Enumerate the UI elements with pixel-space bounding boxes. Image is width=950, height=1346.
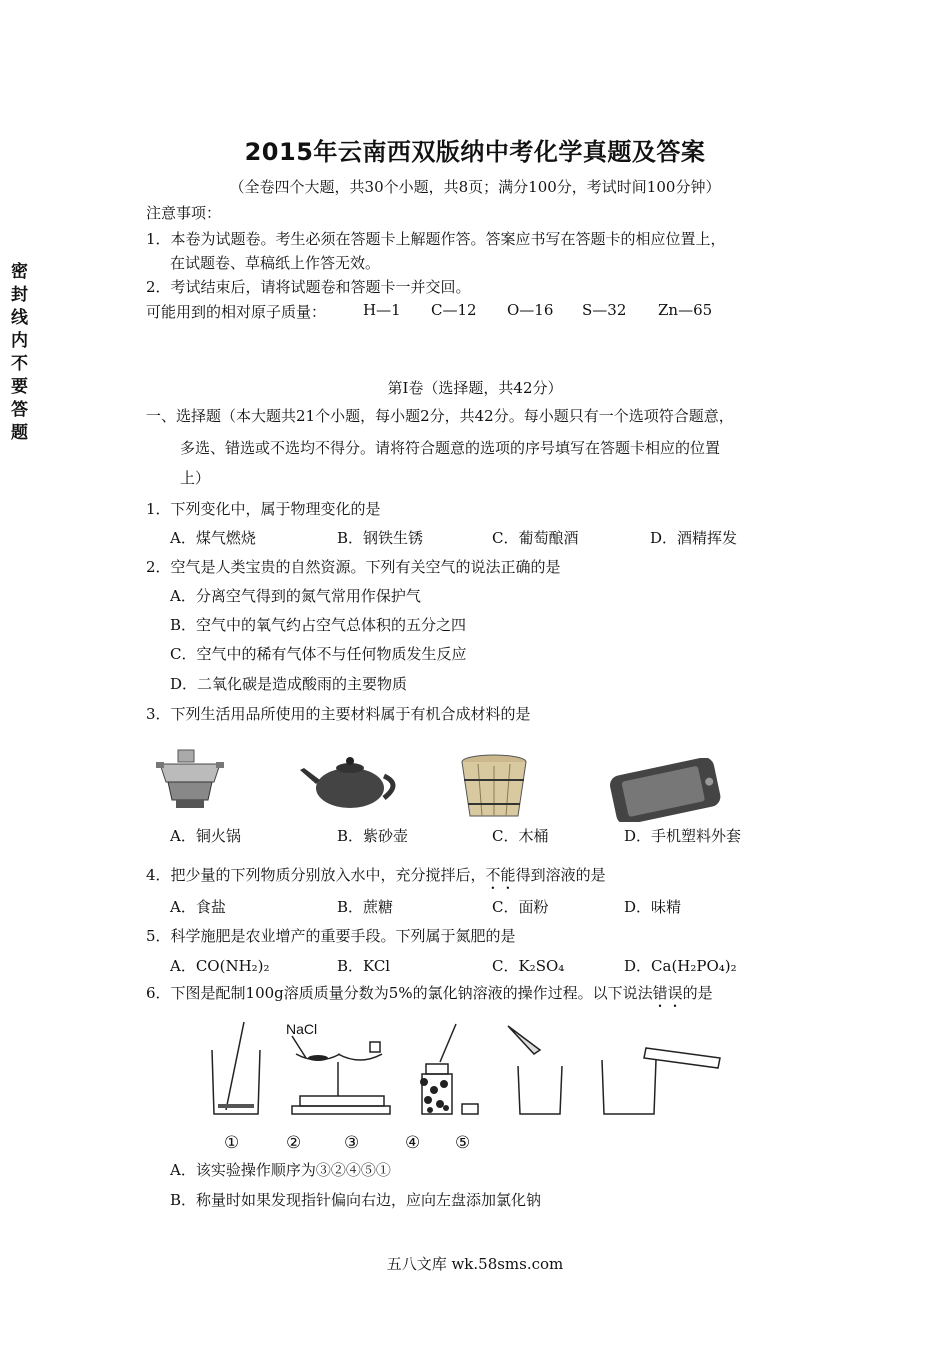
- page-footer: 五八文库 wk.58sms.com: [386, 1255, 564, 1273]
- section-1-intro: 一、选择题（本大题共21个小题，每小题2分，共42分。每小题只有一个选项符合题意，: [146, 407, 734, 425]
- notice-item-1-cont: 在试题卷、草稿纸上作答无效。: [170, 254, 381, 272]
- page-title: 2015年云南西双版纳中考化学真题及答案: [244, 138, 706, 166]
- exam-subtitle: （全卷四个大题，共30个小题，共8页；满分100分，考试时间100分钟）: [229, 178, 721, 196]
- section-1-title: 第Ⅰ卷（选择题，共42分）: [387, 379, 563, 397]
- wooden-bucket-image: [458, 754, 530, 820]
- question-3-stem: 3．下列生活用品所使用的主要材料属于有机合成材料的是: [146, 705, 531, 723]
- beaker-2: [518, 1066, 562, 1114]
- section-1-intro-end: 上）: [180, 469, 211, 487]
- atomic-mass-s: S—32: [582, 301, 627, 319]
- q1-option-c: C．葡萄酿酒: [492, 529, 579, 547]
- question-2-stem: 2．空气是人类宝贵的自然资源。下列有关空气的说法正确的是: [146, 558, 561, 576]
- q6-stem-pre: 6．下图是配制100g溶质质量分数为5%的氯化钠溶液的操作过程。以下说法: [146, 984, 653, 1002]
- q6-stem-emphasis: 错误: [652, 984, 683, 1002]
- notice-heading: 注意事项：: [146, 204, 222, 222]
- atomic-mass-o: O—16: [507, 301, 554, 319]
- question-1-stem: 1．下列变化中，属于物理变化的是: [146, 500, 381, 518]
- question-5-stem: 5．科学施肥是农业增产的重要手段。下列属于氮肥的是: [146, 927, 516, 945]
- q3-option-c: C．木桶: [492, 827, 549, 845]
- step-1-label: ①: [224, 1133, 240, 1153]
- q4-stem-emphasis: 不能: [485, 866, 516, 884]
- q2-option-c: C．空气中的稀有气体不与任何物质发生反应: [170, 645, 467, 663]
- step-3-label: ③: [344, 1133, 360, 1153]
- q3-option-d: D．手机塑料外套: [624, 827, 742, 845]
- q4-option-b: B．蔗糖: [337, 898, 394, 916]
- q4-option-d: D．味精: [624, 898, 682, 916]
- notice-item-1: 1．本卷为试题卷。考生必须在答题卡上解题作答。答案应书写在答题卡的相应位置上，: [146, 230, 726, 248]
- atomic-mass-zn: Zn—65: [658, 301, 713, 319]
- copper-hotpot-image: [150, 748, 230, 810]
- q2-option-a: A．分离空气得到的氮气常用作保护气: [170, 587, 421, 605]
- q1-option-d: D．酒精挥发: [650, 529, 738, 547]
- q3-option-b: B．紫砂壶: [337, 827, 409, 845]
- atomic-mass-h: H—1: [363, 301, 401, 319]
- q4-stem-pre: 4．把少量的下列物质分别放入水中，充分搅拌后，: [146, 866, 486, 884]
- atomic-mass-c: C—12: [431, 301, 477, 319]
- phone-case-image: [604, 758, 726, 822]
- q5-option-d: D．Ca(H₂PO₄)₂: [624, 957, 737, 975]
- atomic-mass-label: 可能用到的相对原子质量：: [146, 303, 327, 321]
- step-2-label: ②: [286, 1133, 302, 1153]
- question-6-stem: [146, 982, 713, 1011]
- q4-option-a: A．食盐: [170, 898, 226, 916]
- q1-option-b: B．钢铁生锈: [337, 529, 424, 547]
- q6-option-a: A．该实验操作顺序为③②④⑤①: [170, 1161, 391, 1179]
- nacl-label: NaCl: [286, 1021, 318, 1037]
- clay-teapot-image: [298, 754, 408, 810]
- q1-option-a: A．煤气燃烧: [170, 529, 256, 547]
- q5-option-c: C．K₂SO₄: [492, 957, 565, 975]
- notice-item-2: 2．考试结束后，请将试题卷和答题卡一并交回。: [146, 278, 471, 296]
- balance-right-pan: [338, 1054, 382, 1060]
- side-seal-note: 密封线内不要答题: [7, 262, 27, 446]
- section-1-intro-cont: 多选、错选或不选均不得分。请将符合题意的选项的序号填写在答题卡相应的位置: [180, 439, 721, 457]
- q2-option-d: D．二氧化碳是造成酸雨的主要物质: [170, 675, 408, 693]
- step-5-label: ⑤: [455, 1133, 471, 1153]
- q4-option-c: C．面粉: [492, 898, 549, 916]
- q5-option-a: A．CO(NH₂)₂: [170, 957, 270, 975]
- q5-option-b: B．KCl: [337, 957, 391, 975]
- question-4-stem: [146, 864, 606, 893]
- solution-preparation-figure: [200, 1018, 730, 1122]
- stirring-rod: [226, 1022, 244, 1110]
- q3-option-a: A．铜火锅: [170, 827, 241, 845]
- q6-stem-post: 的是: [682, 984, 713, 1002]
- q2-option-b: B．空气中的氧气约占空气总体积的五分之四: [170, 616, 467, 634]
- step-4-label: ④: [405, 1133, 421, 1153]
- beaker-3: [602, 1060, 656, 1114]
- q6-option-b: B．称量时如果发现指针偏向右边，应向左盘添加氯化钠: [170, 1191, 542, 1209]
- q4-stem-post: 得到溶液的是: [515, 866, 606, 884]
